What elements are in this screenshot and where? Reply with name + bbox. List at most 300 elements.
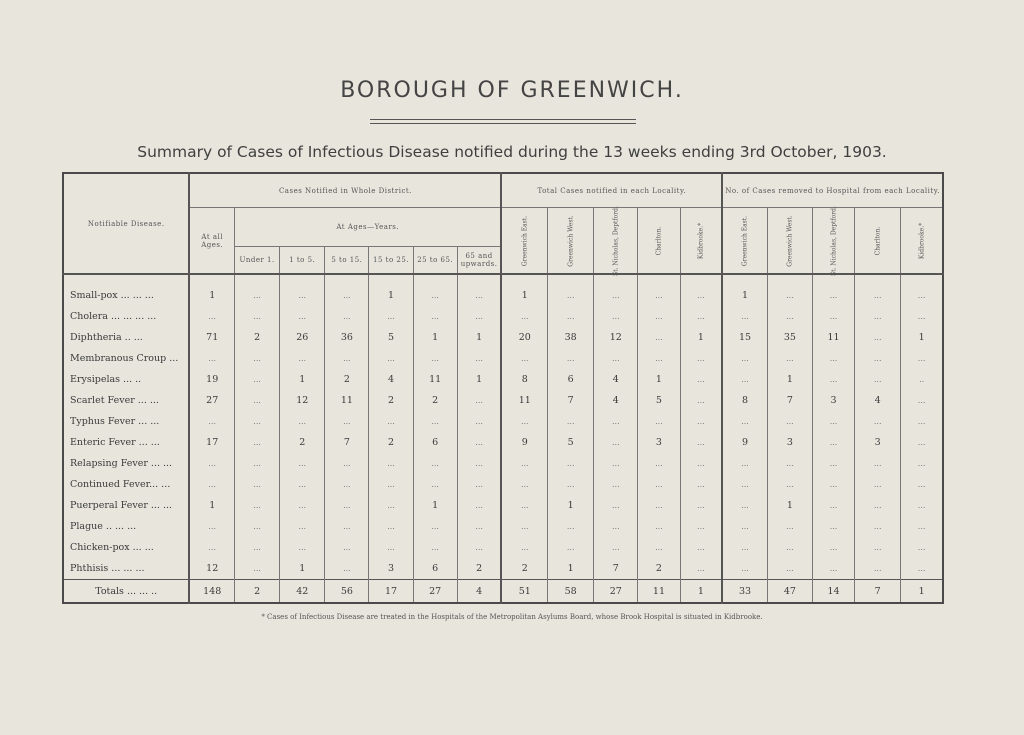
table-cell: 1 [413,327,457,348]
table-row [63,474,943,495]
table-cell: 27 [189,390,234,411]
table-cell: ... [680,537,722,558]
table-cell: 11 [812,327,854,348]
table-cell: 35 [767,327,812,348]
title-rule-bottom [370,123,636,124]
table-cell: ... [722,495,767,516]
table-cell: ... [501,453,547,474]
table-cell: 1 [280,369,325,390]
table-cell: ... [855,516,901,537]
table-cell: ... [413,474,457,495]
table-cell: 3 [812,390,854,411]
table-cell: ... [457,516,501,537]
table-cell: 4 [457,580,501,604]
table-cell: 1 [901,580,943,604]
table-cell: 20 [501,327,547,348]
table-cell: 71 [189,327,234,348]
table-cell: ... [767,474,812,495]
disease-name: Diphtheria .. ... [70,332,143,343]
table-cell: ... [325,306,369,327]
table-cell: 1 [680,580,722,604]
table-cell: ... [680,558,722,580]
table-cell: 11 [501,390,547,411]
table-cell: ... [680,474,722,495]
table-cell: ... [189,348,234,369]
disease-name: Enteric Fever ... ... [70,437,160,448]
disease-name: Typhus Fever ... ... [70,416,160,427]
table-cell: ... [855,495,901,516]
table-cell: ... [369,306,413,327]
table-cell: 9 [501,432,547,453]
disease-name: Relapsing Fever ... ... [70,458,173,469]
table-cell: ... [235,537,280,558]
table-cell: ... [413,453,457,474]
table-cell: 7 [594,558,638,580]
table-cell: ... [901,558,943,580]
table-cell: ... [280,453,325,474]
disease-name: Cholera ... ... ... ... [70,311,157,322]
table-cell: ... [680,306,722,327]
table-cell: ... [548,348,594,369]
disease-summary-table [62,172,944,604]
table-row [63,558,943,580]
table-cell: ... [901,537,943,558]
table-cell: ... [594,453,638,474]
table-cell: ... [325,453,369,474]
table-cell: ... [901,432,943,453]
table-cell: 1 [767,369,812,390]
header-age-band-4: 25 to 65. [413,247,457,275]
table-cell: ... [767,411,812,432]
table-cell: ... [413,306,457,327]
header-hospital-2: St. Nicholas, Deptford. [812,208,854,275]
table-cell: ... [325,285,369,306]
disease-name: Plague .. ... ... [70,521,137,532]
header-group-locality: Total Cases notified in each Locality. [501,173,722,208]
table-cell: ... [638,285,680,306]
table-cell: ... [680,348,722,369]
table-cell: ... [501,516,547,537]
header-hospital-4: Kidbrooke.* [901,208,943,275]
table-cell: ... [594,495,638,516]
header-locality-4: Kidbrooke.* [680,208,722,275]
table-cell: ... [722,453,767,474]
table-cell: 19 [189,369,234,390]
table-cell: 1 [680,327,722,348]
disease-name: Totals ... ... .. [63,580,189,604]
table-cell: ... [548,474,594,495]
table-cell: ... [189,411,234,432]
table-cell: 1 [901,327,943,348]
header-notifiable-disease: Notifiable Disease. [63,173,189,274]
table-cell: ... [235,411,280,432]
table-cell: ... [855,327,901,348]
table-cell: ... [594,474,638,495]
table-cell: ... [855,411,901,432]
table-cell: 14 [812,580,854,604]
table-cell: ... [235,306,280,327]
table-cell: 11 [413,369,457,390]
table-cell: 5 [638,390,680,411]
table-cell: 11 [638,580,680,604]
table-cell: ... [594,411,638,432]
table-cell: ... [767,348,812,369]
table-cell: ... [812,453,854,474]
table-cell: 3 [638,432,680,453]
table-cell: 7 [325,432,369,453]
table-cell: ... [457,390,501,411]
table-cell: ... [369,348,413,369]
table-cell: ... [767,537,812,558]
table-cell: ... [812,285,854,306]
table-cell: ... [457,453,501,474]
table-cell: ... [812,306,854,327]
disease-name: Phthisis ... ... ... [70,563,145,574]
disease-name: Continued Fever... ... [70,479,171,490]
table-cell: ... [235,432,280,453]
table-cell: ... [638,516,680,537]
table-cell: ... [855,537,901,558]
table-cell: ... [501,411,547,432]
table-cell: ... [680,495,722,516]
table-cell: 2 [369,390,413,411]
table-cell: ... [369,516,413,537]
header-group-district: Cases Notified in Whole District. [189,173,501,208]
table-cell: ... [767,558,812,580]
table-cell: ... [280,495,325,516]
table-cell: 4 [855,390,901,411]
table-cell: ... [501,474,547,495]
table-cell: 15 [722,327,767,348]
table-cell: ... [548,516,594,537]
header-hospital-3: Charlton. [855,208,901,275]
table-cell: ... [369,495,413,516]
table-row [63,516,943,537]
disease-name: Membranous Croup ... [70,353,179,364]
table-row [63,495,943,516]
table-cell: 4 [594,369,638,390]
table-cell: ... [767,306,812,327]
table-cell: ... [235,369,280,390]
table-cell: ... [280,306,325,327]
table-cell: ... [901,306,943,327]
table-cell: ... [722,537,767,558]
table-cell: 1 [501,285,547,306]
table-cell: ... [548,411,594,432]
table-cell: ... [855,306,901,327]
table-cell: ... [280,411,325,432]
table-cell: ... [638,474,680,495]
table-cell: 1 [280,558,325,580]
table-cell: ... [901,516,943,537]
table-cell: ... [235,495,280,516]
table-cell: 1 [548,558,594,580]
table-cell: ... [413,348,457,369]
table-cell: ... [457,537,501,558]
table-cell: 6 [548,369,594,390]
table-cell: 17 [369,580,413,604]
table-cell: ... [680,432,722,453]
table-cell: ... [680,369,722,390]
table-row [63,453,943,474]
table-cell: 12 [280,390,325,411]
header-locality-0: Greenwich East. [501,208,547,275]
table-cell: ... [855,474,901,495]
disease-name: Scarlet Fever ... ... [70,395,159,406]
table-cell: ... [457,411,501,432]
totals-row [63,580,943,604]
table-cell: ... [680,411,722,432]
table-cell: ... [722,411,767,432]
table-cell: ... [901,411,943,432]
table-cell: 9 [722,432,767,453]
table-cell: 1 [548,495,594,516]
table-row [63,411,943,432]
table-cell: ... [457,495,501,516]
table-cell: ... [548,306,594,327]
table-cell: ... [901,390,943,411]
table-cell: ... [325,495,369,516]
table-row [63,306,943,327]
table-cell: ... [594,516,638,537]
table-cell: ... [325,348,369,369]
table-cell: 1 [457,369,501,390]
table-cell: 56 [325,580,369,604]
table-cell: ... [325,474,369,495]
table-cell: ... [722,306,767,327]
footnote: * Cases of Infectious Disease are treated in the Hospitals of the Metropolitan Asylums Board, whose Brook Hospital is situated in Kidbrooke. [261,613,763,621]
page-subtitle: Summary of Cases of Infectious Disease notified during the 13 weeks ending 3rd October, 1903. [137,143,887,161]
table-cell: ... [501,348,547,369]
table-cell: 36 [325,327,369,348]
table-cell: ... [413,516,457,537]
table-cell: ... [457,348,501,369]
table-cell: ... [457,474,501,495]
table-cell: ... [855,285,901,306]
table-cell: ... [855,558,901,580]
table-cell: ... [189,306,234,327]
header-age-band-2: 5 to 15. [325,247,369,275]
table-cell: ... [638,453,680,474]
table-cell: 42 [280,580,325,604]
table-cell: ... [638,537,680,558]
table-cell: ... [680,453,722,474]
header-at-all-ages: At all Ages. [189,208,234,275]
table-cell: ... [369,537,413,558]
table-cell: 2 [280,432,325,453]
table-cell: ... [548,537,594,558]
table-cell: ... [280,285,325,306]
table-cell: ... [325,516,369,537]
table-cell: ... [812,516,854,537]
table-cell: ... [235,348,280,369]
table-cell: ... [235,558,280,580]
table-cell: ... [501,495,547,516]
table-cell: ... [235,453,280,474]
table-cell: .. [901,369,943,390]
table-cell: ... [548,453,594,474]
table-cell: 1 [413,495,457,516]
table-cell: 2 [325,369,369,390]
table-cell: ... [638,306,680,327]
table-body [63,274,943,603]
table-cell: 3 [369,558,413,580]
table-cell: ... [901,348,943,369]
table-cell: 2 [457,558,501,580]
table-cell: ... [594,348,638,369]
table-cell: 1 [369,285,413,306]
table-cell: 51 [501,580,547,604]
table-cell: ... [638,495,680,516]
table-cell: ... [501,306,547,327]
table-cell: 2 [501,558,547,580]
header-locality-3: Charlton. [638,208,680,275]
table-cell: 6 [413,432,457,453]
table-cell: ... [457,432,501,453]
table-cell: ... [235,390,280,411]
table-cell: 27 [594,580,638,604]
table-cell: 26 [280,327,325,348]
table-cell: 11 [325,390,369,411]
table-cell: ... [855,453,901,474]
table-cell: ... [812,558,854,580]
table-cell: ... [501,537,547,558]
table-cell: ... [280,474,325,495]
table-cell: 3 [767,432,812,453]
table-cell: ... [235,474,280,495]
table-cell: 8 [501,369,547,390]
header-hospital-1: Greenwich West. [767,208,812,275]
header-age-band-3: 15 to 25. [369,247,413,275]
table-cell: ... [767,516,812,537]
table-cell: ... [722,558,767,580]
table-cell: ... [189,453,234,474]
table-cell: 1 [189,285,234,306]
header-locality-2: St. Nicholas, Deptford. [594,208,638,275]
table-cell: 17 [189,432,234,453]
table-cell: ... [638,411,680,432]
table-cell: ... [369,474,413,495]
table-cell: ... [812,348,854,369]
table-row [63,285,943,306]
table-cell: ... [680,285,722,306]
table-cell: ... [413,537,457,558]
table-cell: ... [280,516,325,537]
table-cell: ... [594,537,638,558]
table-cell: ... [413,285,457,306]
table-cell: 4 [369,369,413,390]
table-cell: 7 [548,390,594,411]
table-row [63,432,943,453]
table-cell: ... [722,474,767,495]
table-cell: ... [280,348,325,369]
table-cell: ... [325,411,369,432]
table-cell: 2 [369,432,413,453]
table-cell: 33 [722,580,767,604]
disease-name: Small-pox ... ... ... [70,290,154,301]
table-cell: ... [812,474,854,495]
table-cell: ... [722,516,767,537]
table-cell: ... [638,327,680,348]
table-cell: ... [812,369,854,390]
table-cell: 3 [855,432,901,453]
table-cell: 2 [235,580,280,604]
table-cell: ... [235,285,280,306]
table-cell: ... [325,537,369,558]
table-cell: 12 [594,327,638,348]
disease-name: Chicken-pox ... ... [70,542,154,553]
table-cell: 5 [548,432,594,453]
table-cell: 27 [413,580,457,604]
table-row [63,369,943,390]
table-cell: ... [594,432,638,453]
disease-name: Puerperal Fever ... ... [70,500,173,511]
header-locality-1: Greenwich West. [548,208,594,275]
table-cell: ... [413,411,457,432]
table-cell: 4 [594,390,638,411]
table-cell: ... [457,285,501,306]
table-cell: ... [901,453,943,474]
table-cell: ... [901,285,943,306]
header-age-band-5: 65 and upwards. [457,247,501,275]
table-cell: ... [189,474,234,495]
table-cell: ... [369,411,413,432]
table-cell: 58 [548,580,594,604]
table-cell: 6 [413,558,457,580]
table-cell: ... [280,537,325,558]
table-cell: ... [680,390,722,411]
table-cell: ... [767,285,812,306]
table-cell: ... [812,411,854,432]
header-hospital-0: Greenwich East. [722,208,767,275]
page-title: BOROUGH OF GREENWICH. [340,78,684,103]
table-cell: 7 [855,580,901,604]
table-cell: ... [189,516,234,537]
header-age-band-0: Under 1. [235,247,280,275]
table-cell: ... [812,432,854,453]
table-cell: 8 [722,390,767,411]
table-cell: 2 [413,390,457,411]
disease-name: Erysipelas ... .. [70,374,142,385]
table-cell: ... [680,516,722,537]
table-cell: 148 [189,580,234,604]
table-cell: 12 [189,558,234,580]
table-cell: ... [594,285,638,306]
table-cell: 1 [722,285,767,306]
header-group-hospital: No. of Cases removed to Hospital from each Locality. [722,173,943,208]
table-cell: ... [901,474,943,495]
title-rule-top [370,119,636,120]
table-cell: ... [855,348,901,369]
table-cell: ... [325,558,369,580]
table-cell: 1 [457,327,501,348]
table-cell: 1 [638,369,680,390]
table-row [63,390,943,411]
table-cell: ... [638,348,680,369]
table-row [63,537,943,558]
table-cell: ... [722,369,767,390]
table-row [63,327,943,348]
table-cell: 38 [548,327,594,348]
table-cell: ... [548,285,594,306]
table-cell: ... [594,306,638,327]
table-cell: 2 [638,558,680,580]
table-row [63,348,943,369]
table-cell: ... [189,537,234,558]
table-cell: ... [457,306,501,327]
table-cell: ... [812,537,854,558]
table-cell: ... [901,495,943,516]
